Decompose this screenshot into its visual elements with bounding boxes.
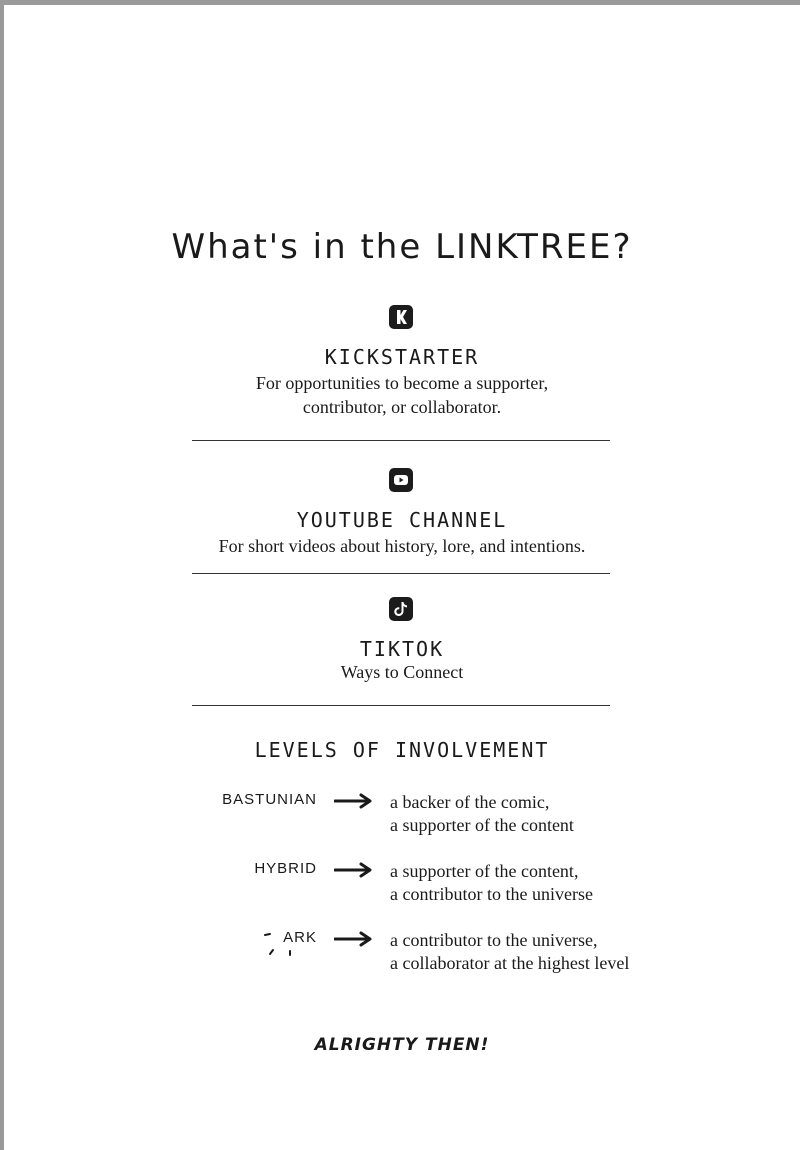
youtube-icon[interactable]	[389, 468, 413, 492]
level-description	[390, 860, 593, 906]
level-description-line: a supporter of the content	[390, 815, 574, 835]
level-name: ARK	[283, 929, 317, 946]
closing-text: ALRIGHTY THEN!	[314, 1035, 490, 1055]
divider	[192, 573, 610, 574]
divider	[192, 705, 610, 706]
section-heading-tiktok: TIKTOK	[359, 637, 445, 661]
kickstarter-icon[interactable]	[389, 305, 413, 329]
arrow-right-icon	[334, 793, 374, 809]
level-description-line: a contributor to the universe	[390, 884, 593, 904]
section-heading-youtube: YOUTUBE CHANNEL	[296, 508, 508, 532]
level-description-line: a contributor to the universe,	[390, 930, 598, 950]
level-name: HYBRID	[254, 860, 317, 877]
divider	[192, 440, 610, 441]
description-line: contributor, or collaborator.	[302, 397, 502, 417]
arrow-right-icon	[334, 931, 374, 947]
level-description-line: a backer of the comic,	[390, 792, 550, 812]
level-row-ark	[4, 929, 800, 979]
section-description-youtube	[4, 534, 800, 558]
arrow-right-icon	[334, 862, 374, 878]
page-title: What's in the LINKTREE?	[171, 227, 633, 267]
document-page	[4, 5, 800, 1150]
section-description-tiktok	[4, 660, 800, 684]
level-description-line: a collaborator at the highest level	[390, 953, 630, 973]
description-line: For opportunities to become a supporter,	[255, 373, 549, 393]
description-line: For short videos about history, lore, and intentions.	[218, 536, 586, 556]
level-description-line: a supporter of the content,	[390, 861, 579, 881]
section-heading-kickstarter: KICKSTARTER	[324, 345, 480, 369]
description-line: Ways to Connect	[340, 662, 464, 682]
level-row-bastunian	[4, 791, 800, 841]
level-row-hybrid	[4, 860, 800, 910]
level-description	[390, 791, 574, 837]
level-description	[390, 929, 629, 975]
level-name: BASTUNIAN	[222, 791, 317, 808]
section-description-kickstarter	[4, 371, 800, 419]
tiktok-icon[interactable]	[389, 597, 413, 621]
levels-heading: LEVELS OF INVOLVEMENT	[254, 738, 550, 762]
